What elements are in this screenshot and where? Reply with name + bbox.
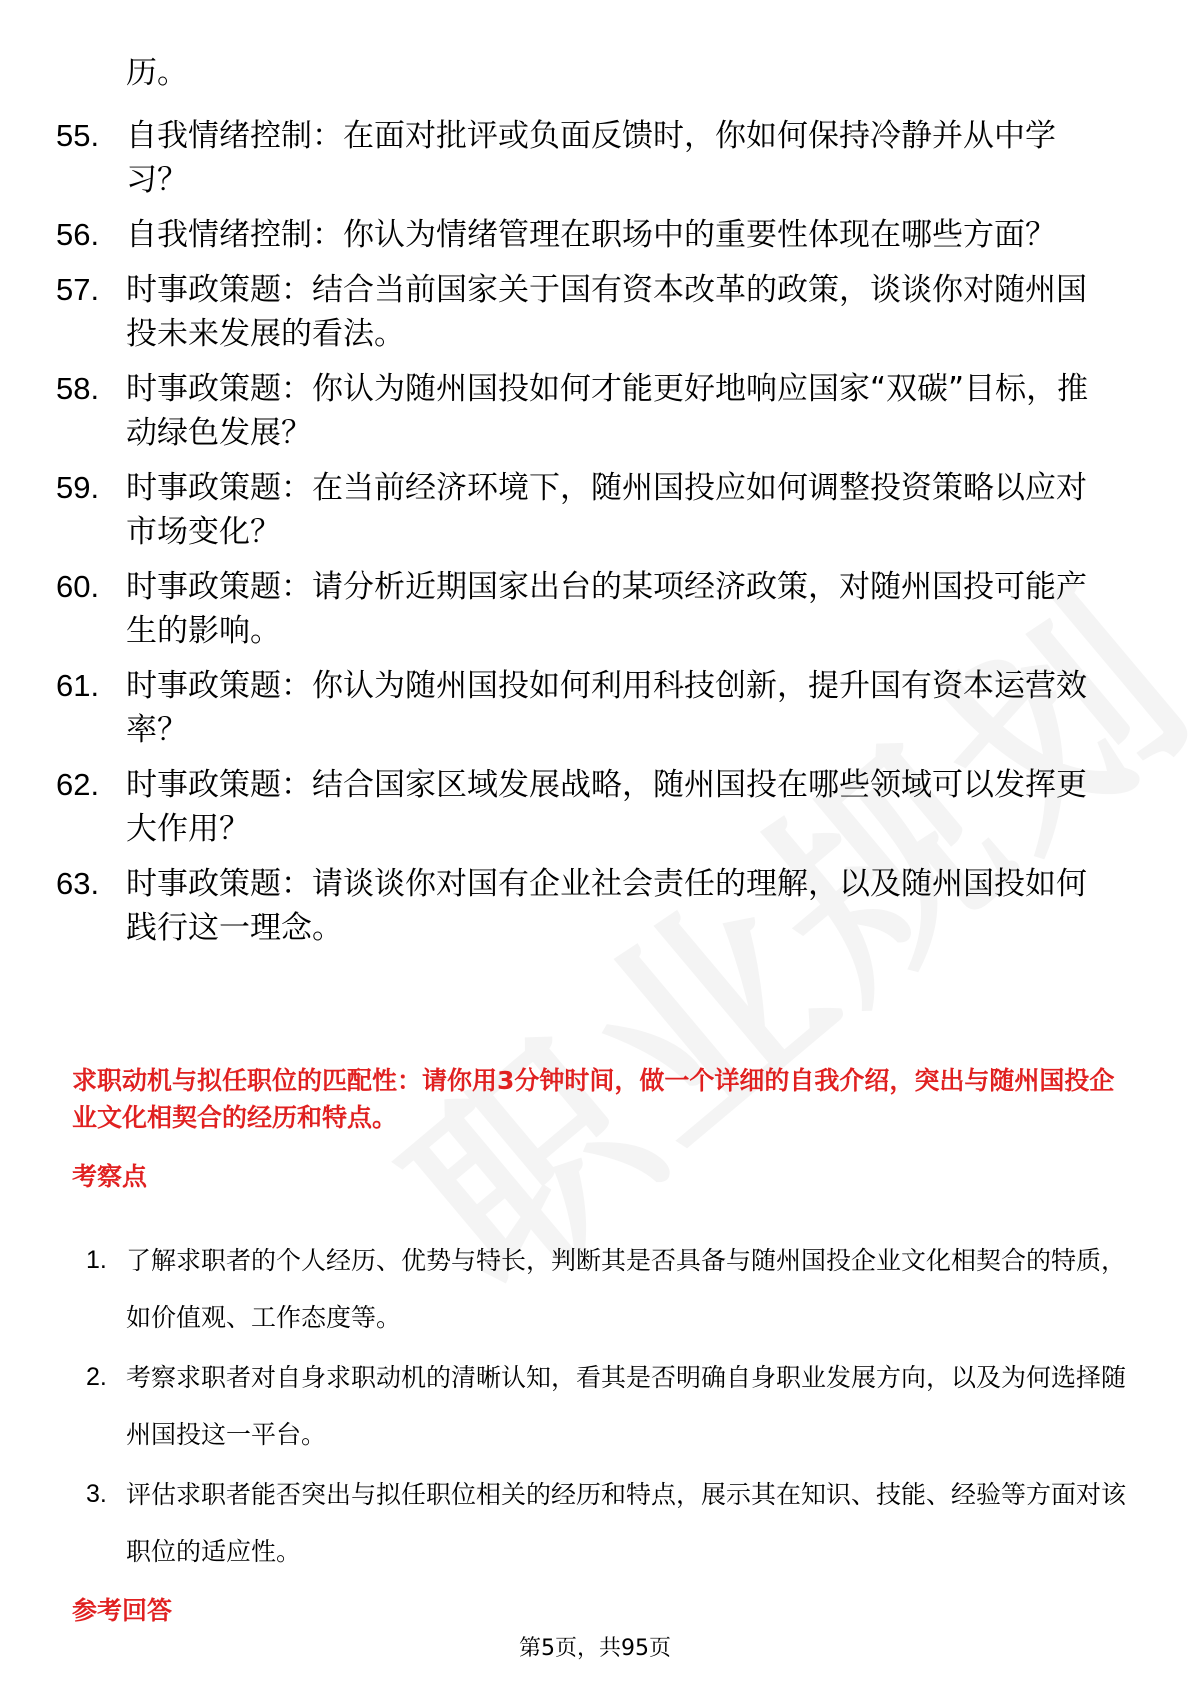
question-number: 57.: [56, 272, 100, 307]
question-text: 时事政策题：结合国家区域发展战略，随州国投在哪些领域可以发挥更大作用？: [126, 767, 1087, 847]
focus-point-text: 评估求职者能否突出与拟任职位相关的经历和特点，展示其在知识、技能、经验等方面对该职位的适应性。: [126, 1480, 1127, 1566]
question-item: [56, 367, 1116, 455]
question-number: 55.: [56, 118, 100, 153]
page-number-footer: 第5页，共95页: [519, 1636, 671, 1661]
focus-point-item: [86, 1466, 1126, 1580]
question-text: 时事政策题：结合当前国家关于国有资本改革的政策，谈谈你对随州国投未来发展的看法。: [126, 272, 1087, 352]
focus-point-text: 了解求职者的个人经历、优势与特长，判断其是否具备与随州国投企业文化相契合的特质，如价值观、工作态度等。: [126, 1246, 1127, 1332]
question-item: [56, 466, 1116, 554]
question-number: 62.: [56, 767, 100, 802]
section-title: 求职动机与拟任职位的匹配性：请你用3分钟时间，做一个详细的自我介绍，突出与随州国投企业文化相契合的经历和特点。: [72, 1066, 1115, 1132]
question-item: [56, 565, 1116, 653]
focus-point-item: [86, 1232, 1126, 1346]
question-item: [56, 213, 1116, 257]
question-item: [56, 664, 1116, 752]
focus-point-text: 考察求职者对自身求职动机的清晰认知，看其是否明确自身职业发展方向，以及为何选择随州国投这一平台。: [126, 1363, 1127, 1449]
focus-points-list: [86, 1232, 1126, 1583]
focus-point-number: 3.: [86, 1480, 107, 1508]
reference-answer-heading: 参考回答: [72, 1596, 173, 1625]
question-text: 自我情绪控制：在面对批评或负面反馈时，你如何保持冷静并从中学习？: [126, 118, 1056, 198]
question-item: [56, 862, 1116, 950]
continuation-text: 历。: [126, 55, 188, 91]
focus-point-item: [86, 1349, 1126, 1463]
question-text: 时事政策题：你认为随州国投如何才能更好地响应国家“双碳”目标，推动绿色发展？: [126, 371, 1089, 451]
question-item: [56, 763, 1116, 851]
focus-point-number: 2.: [86, 1363, 107, 1391]
question-text: 时事政策题：在当前经济环境下，随州国投应如何调整投资策略以应对市场变化？: [126, 470, 1087, 550]
question-text: 时事政策题：你认为随州国投如何利用科技创新，提升国有资本运营效率？: [126, 668, 1087, 748]
question-number: 58.: [56, 371, 100, 406]
question-text: 时事政策题：请分析近期国家出台的某项经济政策，对随州国投可能产生的影响。: [126, 569, 1087, 649]
question-text: 时事政策题：请谈谈你对国有企业社会责任的理解，以及随州国投如何践行这一理念。: [126, 866, 1087, 946]
question-number: 56.: [56, 217, 100, 252]
focus-point-number: 1.: [86, 1246, 107, 1274]
focus-points-heading: 考察点: [72, 1162, 148, 1191]
question-item: [56, 268, 1116, 356]
question-item: [56, 114, 1116, 202]
question-number: 60.: [56, 569, 100, 604]
question-text: 自我情绪控制：你认为情绪管理在职场中的重要性体现在哪些方面？: [126, 217, 1056, 253]
question-number: 59.: [56, 470, 100, 505]
question-number: 63.: [56, 866, 100, 901]
question-list: [56, 114, 1116, 961]
question-number: 61.: [56, 668, 100, 703]
